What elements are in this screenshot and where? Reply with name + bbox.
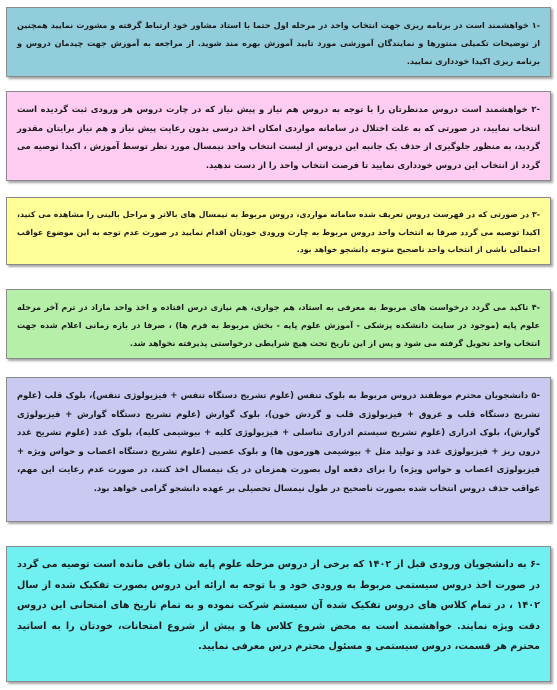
item-text: به دانشجویان ورودی قبل از ۱۴۰۲ که برخی از دروس مرحله علوم پایه شان باقی مانده است توصیه می گردد در صورت اخذ دروس سیستمی مربوط به ورودی خود و با توجه به ارائه این دروس بصورت تفکیک شده از سال ۱۴۰۲ ، در تمام کلاس های دروس تفکیک شده آن سیستم شرکت نموده و به تمام تاریخ های امتحانی این دروس دقت ویژه نمایند. خواهشمند است به محض شروع کلاس ها و پیش از شروع امتحانات، خودتان را به اساتید محترم هر قسمت، دروس سیستمی و مسئول محترم درس معرفی نمایید. — [17, 559, 540, 652]
notice-item-3 — [6, 197, 551, 265]
notice-item-6 — [6, 546, 551, 682]
item-text: دانشجویان محترم موظفند دروس مربوط به بلوک تنفس (علوم تشریح دستگاه تنفس + فیزیولوژی تنفس)، بلوک قلب (علوم تشریح دستگاه قلب و عروق + فیزیولوژی قلب و گردش خون)، بلوک گوارش (علوم تشریح دستگاه گوارش + فیزیولوژی گوارش)، بلوک ادراری (علوم تشریح سیستم ادراری تناسلی + فیزیولوژی کلیه + بیوشیمی کلیه)، بلوک غدد (علوم تشریح غدد درون ریز + فیزیولوژی غدد و تولید مثل + بیوشیمی هورمون ها) و بلوک عصبی (علوم تشریح دستگاه اعصاب و حواس ویژه + فیزیولوژی اعصاب و حواس ویژه) را برای دفعه اول بصورت همزمان در یک نیمسال اخذ کنند، در صورت عدم رعایت این مهم، عواقب حذف دروس انتخاب شده بصورت ناصحیح در طول نیمسال تحصیلی بر عهده دانشجو گرامی خواهد بود. — [17, 390, 540, 493]
notice-item-4 — [6, 289, 551, 359]
notice-item-1 — [6, 7, 551, 77]
item-text: خواهشمند است دروس مدنظرتان را با توجه به دروس هم نیاز و پیش نیاز که در چارت دروس هر ورودی ثبت گردیده است انتخاب نمایید، در صورتی که به علت اختلال در سامانه مواردی امکان اخذ درسی بدون رعایت پیش نیاز و هم نیاز برایتان مقدور گردید، به منظور جلوگیری از حذف یک جانبه این دروس از لیست انتخاب واحد نیمسال مورد نظر توسط آموزش ، اکیدا توصیه می گردد از انتخاب این دروس خودداری نمایید تا فرصت انتخاب واحد را از دست ندهید. — [17, 104, 540, 170]
item-number: -۱ — [531, 20, 541, 30]
item-number: -۳ — [531, 210, 540, 219]
notice-item-5 — [6, 377, 551, 522]
item-number: -۴ — [531, 302, 540, 312]
item-text: خواهشمند است در برنامه ریزی جهت انتخاب واحد در مرحله اول حتما با استاد مشاور خود ارتباط گرفته و مشورت نمایید همچنین از توضیحات تکمیلی منتورها و نمایندگان آموزشی مورد تایید آموزش بهره مند شوید. از مراجعه به آموزش جهت چیدمان دروس و برنامه ریزی اکیدا خودداری نمایید. — [17, 20, 540, 66]
notice-item-2 — [6, 91, 551, 181]
item-text: تاکید می گردد درخواست های مربوط به معرفی به استاد، هم جواری، هم نیازی درس افتاده و اخذ واحد مازاد در ترم آخر مرحله علوم پایه (موجود در سایت دانشکده پزشکی - آموزش علوم پایه - بخش مربوط به فرم ها) ، صرفا در بازه زمانی اعلام شده جهت انتخاب واحد تحویل گرفته می شود و پس از این تاریخ تحت هیچ شرایطی درخواستی پذیرفته نخواهد شد. — [17, 302, 540, 348]
item-number: -۲ — [531, 104, 540, 114]
item-number: -۶ — [530, 559, 540, 570]
item-text: در صورتی که در فهرست دروس تعریف شده سامانه مواردی، دروس مربوط به نیمسال های بالاتر و مراحل بالینی را مشاهده می کنید، اکیدا توصیه می گردد صرفا به انتخاب واحد دروس مربوط به چارت ورودی خودتان اقدام نمایید در صورت عدم توجه به این موضوع عواقب احتمالی ناشی از انتخاب واحد ناصحیح متوجه دانشجو خواهد بود. — [17, 210, 540, 254]
item-number: -۵ — [531, 390, 541, 400]
